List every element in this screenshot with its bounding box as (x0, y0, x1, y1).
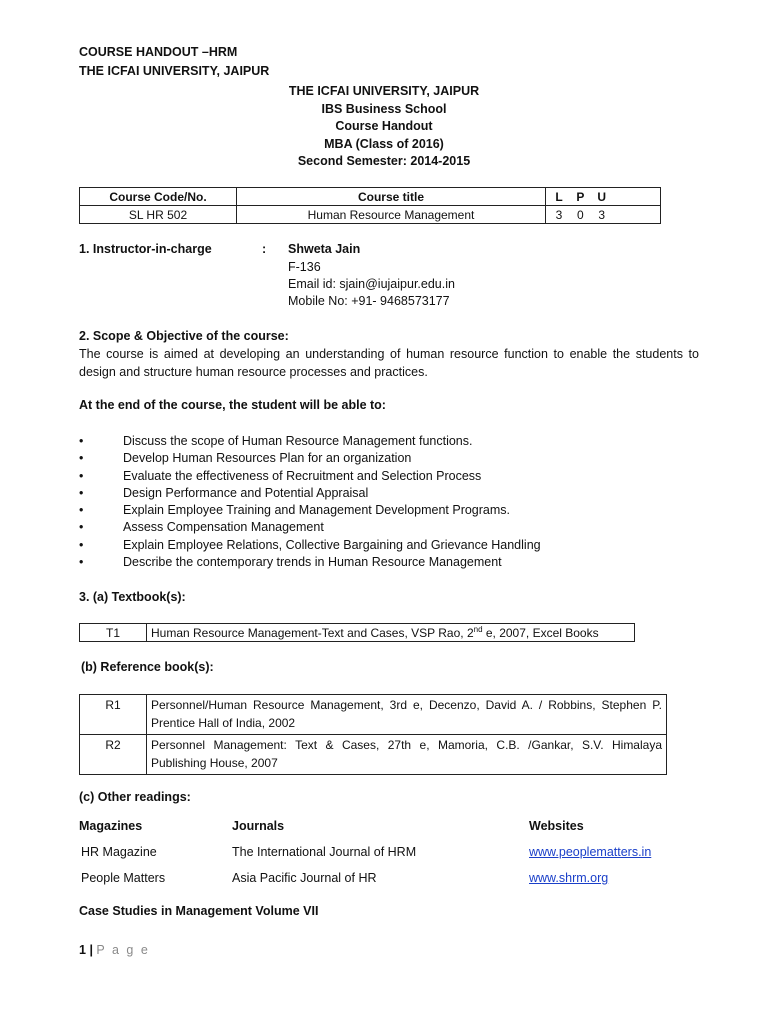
page-footer (79, 943, 150, 957)
lpu-l-value: 3 (555, 207, 563, 222)
table-row (80, 735, 667, 775)
references-heading: (b) Reference book(s): (81, 660, 214, 674)
textbook-id: T1 (80, 624, 147, 642)
course-code: SL HR 502 (80, 206, 237, 224)
col-journals: Journals (232, 819, 285, 833)
instructor-name: Shweta Jain (288, 242, 361, 256)
col-lpu (546, 188, 661, 206)
instructor-room: F-136 (288, 260, 321, 274)
reference-table (79, 694, 667, 775)
lpu-u-value: 3 (598, 207, 606, 222)
bullet-icon: • (79, 451, 84, 466)
instructor-email: Email id: sjain@iujaipur.edu.in (288, 277, 455, 291)
table-row (80, 695, 667, 735)
reference-text: Personnel Management: Text & Cases, 27th e, Mamoria, C.B. /Gankar, S.V. Himalaya Publishing House, 2007 (147, 735, 667, 775)
bullet-icon: • (79, 520, 84, 535)
bullet-icon: • (79, 537, 84, 552)
case-studies: Case Studies in Management Volume VII (79, 904, 319, 918)
textbook-table (79, 623, 635, 642)
website-link[interactable]: www.shrm.org (529, 871, 609, 885)
textbooks-heading: 3. (a) Textbook(s): (79, 590, 186, 604)
reference-id: R2 (80, 735, 147, 775)
page-number: 1 (79, 943, 86, 957)
list-item-text: Assess Compensation Management (123, 520, 324, 535)
textbook-text-end: e, 2007, Excel Books (482, 626, 599, 640)
header-line-2: THE ICFAI UNIVERSITY, JAIPUR (79, 64, 270, 78)
col-course-code: Course Code/No. (80, 188, 237, 206)
reference-text: Personnel/Human Resource Management, 3rd e, Decenzo, David A. / Robbins, Stephen P. Prentice Hall of India, 2002 (147, 695, 667, 735)
other-heading: (c) Other readings: (79, 790, 191, 804)
scope-heading: 2. Scope & Objective of the course: (79, 329, 289, 343)
textbook-sup: nd (473, 625, 483, 634)
list-item-text: Explain Employee Relations, Collective Bargaining and Grievance Handling (123, 537, 541, 552)
page-word: P a g e (96, 943, 150, 957)
journal-item: Asia Pacific Journal of HR (232, 871, 377, 885)
bullet-icon: • (79, 503, 84, 518)
title-block (0, 83, 768, 171)
lpu-u: U (597, 189, 607, 204)
bullet-icon: • (79, 485, 84, 500)
scope-text: The course is aimed at developing an understanding of human resource function to enable the students to design and structure human resource processes and practices. (79, 347, 699, 379)
textbook-entry (147, 624, 635, 642)
textbook-text: Human Resource Management-Text and Cases, VSP Rao, 2 (151, 626, 474, 640)
school-name: IBS Business School (321, 101, 447, 116)
course-table-header (80, 188, 661, 206)
instructor-label: 1. Instructor-in-charge (79, 242, 212, 256)
header-line-1: COURSE HANDOUT –HRM (79, 45, 238, 59)
reference-id: R1 (80, 695, 147, 735)
document-title: Course Handout (335, 119, 433, 133)
list-item-text: Explain Employee Training and Management Development Programs. (123, 503, 511, 518)
journal-item: The International Journal of HRM (232, 845, 417, 859)
magazine-item: People Matters (81, 871, 166, 885)
page-separator: | (89, 943, 93, 957)
course-table (79, 187, 661, 224)
bullet-icon: • (79, 555, 84, 570)
semester: Second Semester: 2014-2015 (297, 154, 471, 168)
website-link[interactable]: www.peoplematters.in (529, 845, 652, 859)
lpu-l: L (555, 189, 563, 204)
list-item-text: Discuss the scope of Human Resource Management functions. (123, 434, 473, 448)
program-name: MBA (Class of 2016) (324, 136, 444, 151)
col-course-title: Course title (237, 188, 546, 206)
course-table-row (80, 206, 661, 224)
outcomes-intro: At the end of the course, the student will be able to: (79, 398, 386, 412)
col-magazines: Magazines (79, 819, 143, 833)
magazine-item: HR Magazine (81, 845, 157, 859)
list-item-text: Evaluate the effectiveness of Recruitment and Selection Process (123, 468, 482, 483)
table-row (80, 624, 635, 642)
course-title: Human Resource Management (237, 206, 546, 224)
lpu-p: P (576, 189, 585, 204)
lpu-p-value: 0 (577, 207, 584, 222)
list-item-text: Describe the contemporary trends in Human Resource Management (123, 555, 502, 570)
list-item-text: Design Performance and Potential Appraisal (123, 485, 369, 500)
bullet-icon: • (79, 468, 84, 483)
course-lpu (546, 206, 661, 224)
university-name: THE ICFAI UNIVERSITY, JAIPUR (288, 84, 480, 98)
instructor-mobile: Mobile No: +91- 9468573177 (288, 294, 450, 308)
instructor-colon: : (262, 242, 267, 256)
bullet-icon: • (79, 434, 84, 448)
col-websites: Websites (529, 819, 584, 833)
list-item-text: Develop Human Resources Plan for an organization (123, 451, 412, 466)
